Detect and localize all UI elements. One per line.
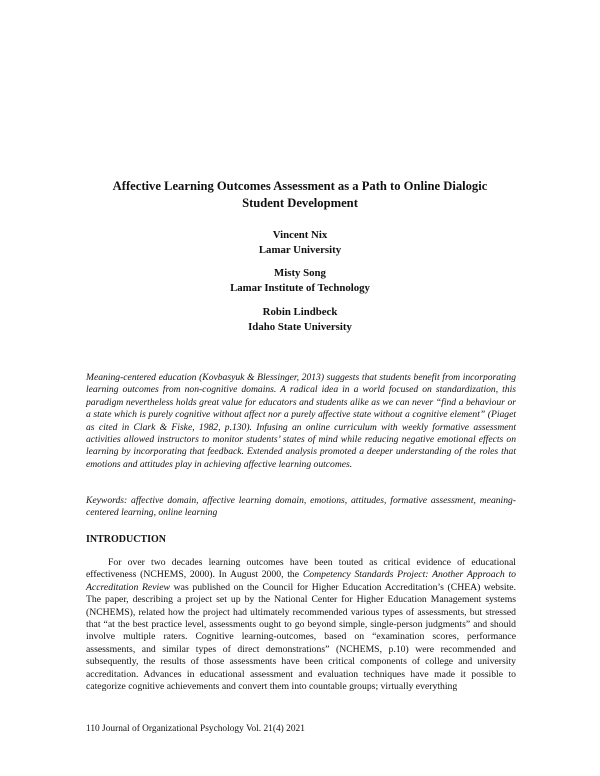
- section-heading-introduction: INTRODUCTION: [86, 534, 167, 545]
- introduction-paragraph: [86, 557, 516, 693]
- title-line-2: Student Development: [242, 196, 358, 210]
- body-text-part-1: For over two decades learning outcomes have been touted as critical evidence of educational effectiveness (NCHEMS, 2000). In August 2000, the: [86, 557, 516, 581]
- author-affiliation: Idaho State University: [248, 320, 352, 333]
- title-line-1: Affective Learning Outcomes Assessment as a Path to Online Dialogic: [112, 179, 488, 193]
- author-block: [60, 228, 540, 257]
- body-text-italic-title: Competency Standards Project: Another Approach to Accreditation Review: [86, 569, 516, 593]
- keywords: Keywords: affective domain, affective learning domain, emotions, attitudes, formative assessment, meaning-centered learning, online learning: [86, 495, 516, 519]
- author-block: [60, 305, 540, 334]
- author-affiliation: Lamar Institute of Technology: [230, 281, 370, 294]
- paper-title: [60, 178, 540, 212]
- abstract: Meaning-centered education (Kovbasyuk & Blessinger, 2013) suggests that students benefit from incorporating learning outcomes from non-cognitive domains. A radical idea in a world focused on standardization, this paradigm nevertheless holds great value for educators and students alike as we can never “find a behaviour or a state which is purely cognitive without affect nor a purely affective state without a cognitive element” (Piaget as cited in Clark & Fiske, 1982, p.130). Infusing an online curriculum with weekly formative assessment activities allowed instructors to monitor students’ states of mind while reducing negative emotional effects on learning by incorporating that feedback. Extended analysis promoted a deeper understanding of the roles that emotions and attitudes play in achieving affective learning outcomes.: [86, 372, 516, 470]
- page-footer: 110 Journal of Organizational Psychology Vol. 21(4) 2021: [86, 724, 305, 734]
- author-block: [60, 266, 540, 295]
- author-affiliation: Lamar University: [258, 243, 342, 256]
- author-name: Robin Lindbeck: [262, 306, 338, 318]
- author-name: Vincent Nix: [272, 229, 328, 241]
- body-text-part-2: was published on the Council for Higher Education Accreditation’s (CHEA) website. The paper, describing a project set up by the National Center for Higher Education Management systems (NCHEMS), related how the project had ultimately recommended various types of assessments, but stressed that “at the best practice level, assessments ought to go beyond simple, single-person judgments” and should involve multiple raters. Cognitive learning-outcomes, based on “examination scores, performance assessments, and similar types of direct demonstrations” (NCHEMS, p.10) were recommended and subsequently, the results of those assessments have been critical components of college and university accreditation. Advances in educational assessment and evaluation techniques have made it possible to categorize cognitive achievements and convert them into countable groups; virtually everything: [86, 581, 517, 693]
- author-name: Misty Song: [274, 267, 326, 279]
